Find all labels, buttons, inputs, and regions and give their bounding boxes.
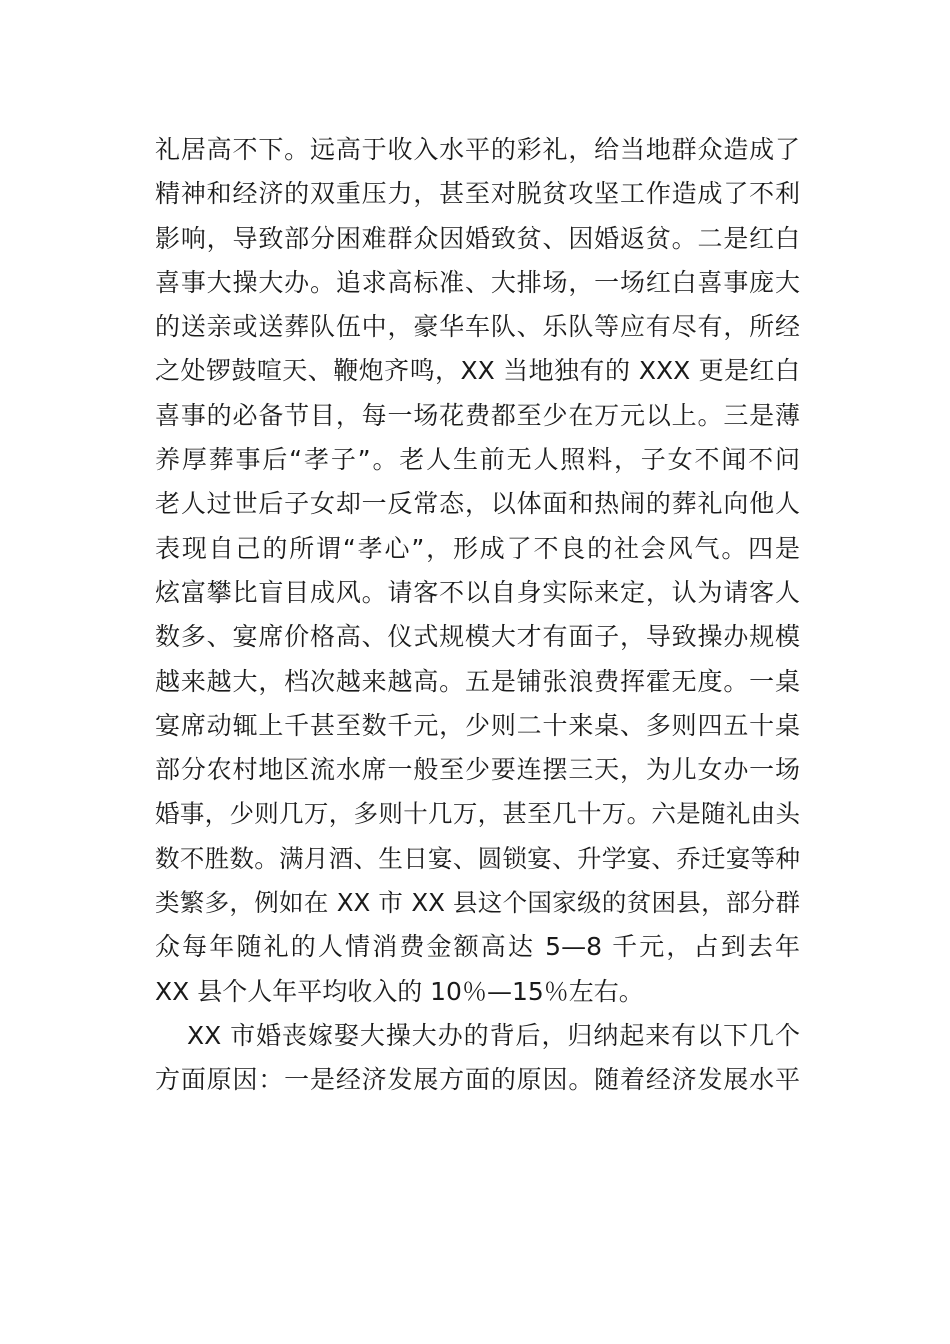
text-line: 喜事的必备节目，每一场花费都至少在万元以上。三是薄 <box>155 400 800 430</box>
text-line: 之处锣鼓喧天、鞭炮齐鸣，XX 当地独有的 XXX 更是红白 <box>155 356 800 386</box>
text-line: XX 县个人年平均收入的 10％—15％左右。 <box>155 976 644 1006</box>
text-line: 类繁多，例如在 XX 市 XX 县这个国家级的贫困县，部分群 <box>155 888 800 918</box>
text-line: 精神和经济的双重压力，甚至对脱贫攻坚工作造成了不利 <box>155 179 800 209</box>
text-line: 表现自己的所谓“孝心”，形成了不良的社会风气。四是 <box>155 533 800 563</box>
text-line: 众每年随礼的人情消费金额高达 5—8 千元，占到去年 <box>155 932 800 962</box>
text-line: 养厚葬事后“孝子”。老人生前无人照料，子女不闻不问 <box>155 445 800 475</box>
paragraph-2 <box>155 1014 800 1103</box>
text-line: 礼居高不下。远高于收入水平的彩礼，给当地群众造成了 <box>155 135 800 164</box>
text-line: 数不胜数。满月酒、生日宴、圆锁宴、升学宴、乔迁宴等种 <box>155 843 800 873</box>
text-line: 越来越大，档次越来越高。五是铺张浪费挥霍无度。一桌 <box>155 666 800 696</box>
text-line: 老人过世后子女却一反常态，以体面和热闹的葬礼向他人 <box>155 489 800 519</box>
text-line: 宴席动辄上千甚至数千元，少则二十来桌、多则四五十桌 <box>155 710 800 740</box>
text-line: 方面原因：一是经济发展方面的原因。随着经济发展水平 <box>155 1065 800 1095</box>
text-line: 部分农村地区流水席一般至少要连摆三天，为儿女办一场 <box>155 755 800 785</box>
text-line: 炫富攀比盲目成风。请客不以自身实际来定，认为请客人 <box>155 577 800 607</box>
text-line: 影响，导致部分困难群众因婚致贫、因婚返贫。二是红白 <box>155 223 800 253</box>
text-line: XX 市婚丧嫁娶大操大办的背后，归纳起来有以下几个 <box>187 1020 800 1050</box>
document-body <box>155 128 800 1103</box>
text-line: 婚事，少则几万，多则十几万，甚至几十万。六是随礼由头 <box>155 799 800 829</box>
paragraph-1 <box>155 128 800 1014</box>
text-line: 数多、宴席价格高、仪式规模大才有面子，导致操办规模 <box>155 622 800 652</box>
text-line: 喜事大操大办。追求高标准、大排场，一场红白喜事庞大 <box>155 267 800 297</box>
text-line: 的送亲或送葬队伍中，豪华车队、乐队等应有尽有，所经 <box>155 312 800 342</box>
